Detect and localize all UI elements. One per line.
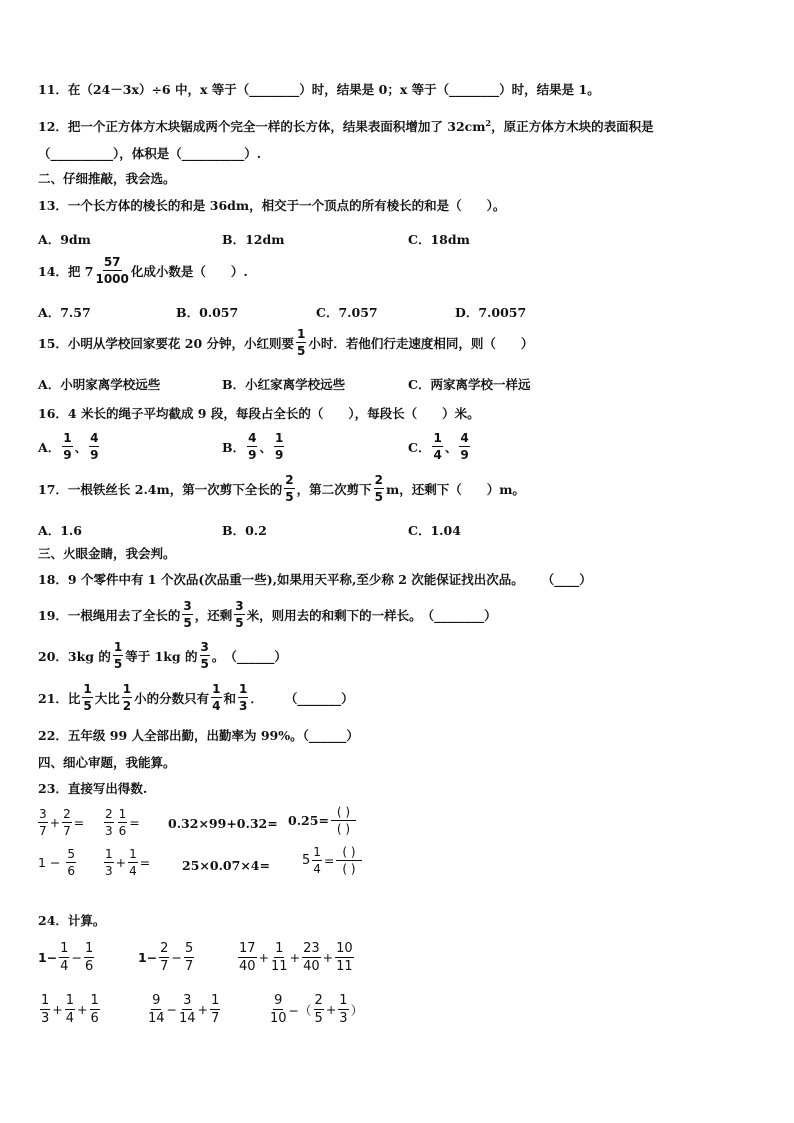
- option-a[interactable]: A．小明家离学校远些: [38, 377, 161, 392]
- expression-4: 0.25= $\frac{( )}{( )}$: [288, 806, 358, 835]
- question-18: 18．9 个零件中有 1 个次品(次品重一些),如果用天平称,至少称 2 次能保证找出次品。 （____）: [38, 572, 592, 587]
- fraction: $\frac{2}{5}$: [374, 473, 383, 504]
- option-c[interactable]: C． $\frac{1}{4}$ 、 $\frac{4}{9}$: [408, 431, 469, 462]
- option-a[interactable]: A．1.6: [38, 523, 82, 538]
- fraction: $\frac{3}{5}$: [235, 599, 244, 630]
- question-11: 11．在（24－3x）÷6 中，x 等于（________）时，结果是 0；x 等于（________）时，结果是 1。: [38, 82, 600, 97]
- answer-blank[interactable]: （________）: [421, 607, 497, 623]
- fraction: $\frac{1}{4}$: [212, 682, 221, 713]
- expression-2: $\frac{2}{3}$ $\frac{1}{6}$ =: [105, 807, 140, 838]
- question-12-line2: （__________），体积是（__________）.: [38, 146, 262, 161]
- fraction: $\frac{1}{5}$: [297, 327, 306, 358]
- fraction: $\frac{1}{2}$: [122, 682, 132, 713]
- fraction: $\frac{2}{5}$: [285, 473, 294, 504]
- fraction: $\frac{4}{9}$: [460, 431, 469, 462]
- question-19: 19． 一根绳用去了全长的 $\frac{3}{5}$ ，还剩 $\frac{3}{5}$ 米，则用去的和剩下的一样长。 （________）: [38, 599, 497, 630]
- section-heading-2: 二、仔细推敲，我会选。: [38, 171, 176, 186]
- option-a[interactable]: A．7.57: [38, 305, 91, 320]
- question-24: 24．计算。: [38, 913, 106, 928]
- option-a[interactable]: A．9dm: [38, 232, 91, 247]
- answer-blank[interactable]: （_______）: [284, 690, 354, 706]
- question-15: 15． 小明从学校回家要花 20 分钟，小红则要 $\frac{1}{5}$ 小时．若他们行走速度相同，则（ ）: [38, 327, 534, 358]
- question-17: 17． 一根铁丝长 2.4m，第一次剪下全长的 $\frac{2}{5}$ ，第二次剪下 $\frac{2}{5}$ m，还剩下（ ）m。: [38, 473, 525, 504]
- expression-3: 0.32×99+0.32=: [168, 816, 278, 831]
- question-23: 23．直接写出得数.: [38, 781, 148, 796]
- option-c[interactable]: C．两家离学校一样远: [408, 377, 531, 392]
- answer-blank[interactable]: （____）: [541, 572, 592, 587]
- question-16: 16．4 米长的绳子平均截成 9 段，每段占全长的（ ），每段长（ ）米。: [38, 406, 480, 421]
- fraction: $\frac{4}{9}$: [248, 431, 257, 462]
- option-c[interactable]: C．18dm: [408, 232, 470, 247]
- section-heading-4: 四、细心审题，我能算。: [38, 755, 176, 770]
- question-21: 21． 比 $\frac{1}{5}$ 大比 $\frac{1}{2}$ 小的分数只有 $\frac{1}{4}$ 和 $\frac{1}{3}$ ． （_______）: [38, 682, 354, 713]
- option-a[interactable]: A． $\frac{1}{9}$ 、 $\frac{4}{9}$: [38, 431, 99, 462]
- calc-4: $\frac{1}{3}$ + $\frac{1}{4}$ + $\frac{1}{6}$: [41, 993, 99, 1026]
- question-13: 13．一个长方体的棱长的和是 36dm，相交于一个顶点的所有棱长的和是（ ）。: [38, 198, 506, 213]
- fraction: $\frac{4}{9}$: [90, 431, 99, 462]
- calc-5: $\frac{9}{14}$ − $\frac{3}{14}$ + $\frac{1}{7}$: [148, 993, 220, 1026]
- question-20: 20． 3kg 的 $\frac{1}{5}$ 等于 1kg 的 $\frac{3}{5}$ 。 （______）: [38, 640, 287, 671]
- section-heading-3: 三、火眼金睛，我会判。: [38, 546, 176, 561]
- expression-7: 25×0.07×4=: [182, 858, 270, 873]
- question-22: 22．五年级 99 人全部出勤，出勤率为 99%。（______）: [38, 728, 359, 743]
- answer-blank[interactable]: （______）: [224, 648, 287, 664]
- fraction: $\frac{1}{3}$: [239, 682, 248, 713]
- option-b[interactable]: B．0.057: [176, 305, 239, 320]
- answer-blank[interactable]: ________: [249, 82, 300, 97]
- option-b[interactable]: B．小红家离学校远些: [222, 377, 346, 392]
- question-12: 12．把一个正方体方木块锯成两个完全一样的长方体，结果表面积增加了 $32cm^2$，原正方体方木块的表面积是: [38, 118, 654, 135]
- expression-5: 1 − $\frac{5}{6}$: [38, 847, 76, 878]
- calc-2: 1− $\frac{2}{7}$ − $\frac{5}{7}$: [138, 941, 194, 974]
- fraction: $\frac{57}{1000}$: [95, 255, 129, 286]
- fraction: $\frac{1}{5}$: [83, 682, 92, 713]
- question-14: 14． 把 7 $\frac{57}{1000}$ 化成小数是（ ）.: [38, 255, 248, 286]
- option-b[interactable]: B．12dm: [222, 232, 285, 247]
- option-d[interactable]: D．7.0057: [455, 305, 527, 320]
- fraction: $\frac{1}{9}$: [63, 431, 72, 462]
- calc-3: $\frac{17}{40}$ + $\frac{1}{11}$ + $\frac{23}{40}$ + $\frac{10}{11}$: [239, 941, 353, 974]
- expression-8: 5 $\frac{1}{4}$ = $\frac{( )}{( )}$: [302, 846, 364, 875]
- calc-1: 1− $\frac{1}{4}$ − $\frac{1}{6}$: [38, 941, 94, 974]
- option-c[interactable]: C．7.057: [316, 305, 378, 320]
- expression-6: $\frac{1}{3}$ + $\frac{1}{4}$ =: [105, 847, 151, 878]
- expression-1: $\frac{3}{7}$ + $\frac{2}{7}$ =: [39, 807, 85, 838]
- question-number: 11．: [38, 82, 68, 97]
- answer-blank[interactable]: __________: [50, 146, 114, 161]
- option-b[interactable]: B． $\frac{4}{9}$ 、 $\frac{1}{9}$: [222, 431, 284, 462]
- fraction: $\frac{1}{9}$: [274, 431, 284, 462]
- calc-6: $\frac{9}{10}$ −（ $\frac{2}{5}$ + $\frac{1}{3}$ ）: [270, 993, 364, 1026]
- fraction: $\frac{1}{4}$: [433, 431, 442, 462]
- answer-blank[interactable]: （______）: [302, 728, 359, 743]
- question-number: 12．: [38, 119, 68, 135]
- fraction: $\frac{3}{5}$: [200, 640, 209, 671]
- answer-blank[interactable]: __________: [181, 146, 245, 161]
- fraction: $\frac{1}{5}$: [113, 640, 123, 671]
- fraction: $\frac{3}{5}$: [183, 599, 192, 630]
- answer-blank[interactable]: ________: [449, 82, 500, 97]
- option-b[interactable]: B．0.2: [222, 523, 267, 538]
- option-c[interactable]: C．1.04: [408, 523, 461, 538]
